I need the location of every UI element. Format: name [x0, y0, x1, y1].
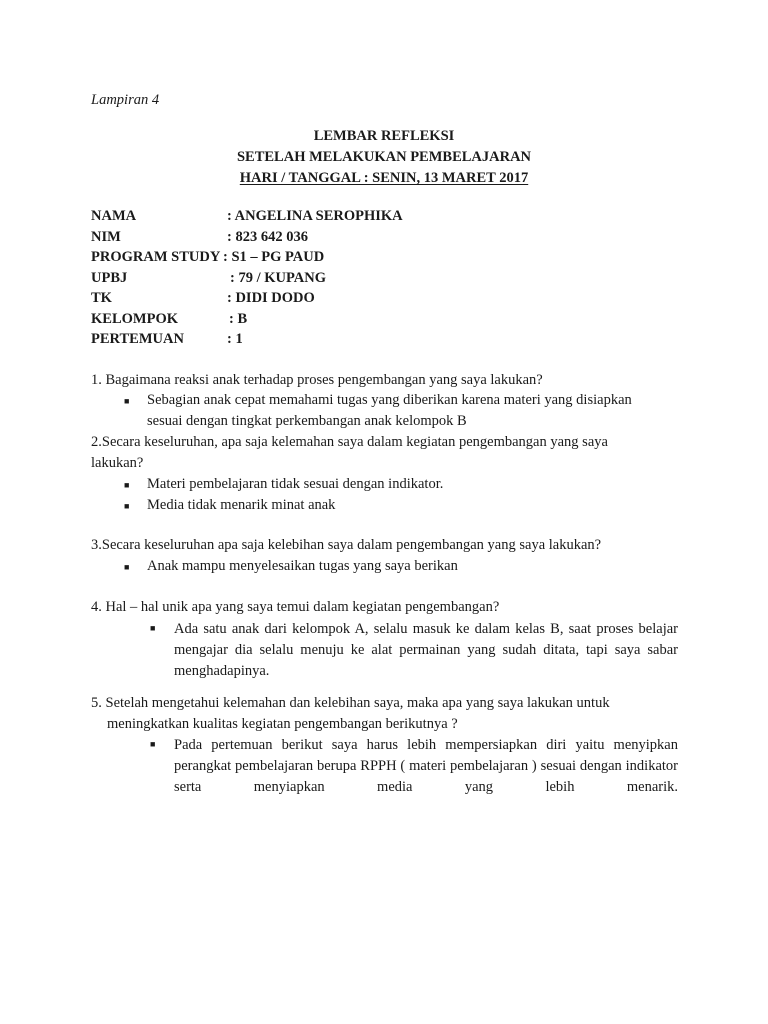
answer-3-item-1: Anak mampu menyelesaikan tugas yang saya berikan: [147, 558, 458, 574]
identity-label-kelompok: KELOMPOK: [91, 311, 178, 327]
doc-title: LEMBAR REFLEKSI: [313, 128, 455, 144]
answer-1-line-1: Sebagian anak cepat memahami tugas yang diberikan karena materi yang disiapkan: [147, 392, 632, 408]
bullet-icon: ■: [124, 562, 130, 572]
answer-2-item-1: Materi pembelajaran tidak sesuai dengan indikator.: [147, 476, 444, 492]
identity-value-nama: : ANGELINA SEROPHIKA: [227, 208, 403, 224]
identity-label-tk: TK: [91, 290, 112, 306]
doc-date: [0, 170, 768, 187]
identity-label-pertemuan: PERTEMUAN: [91, 331, 184, 347]
question-4: 4. Hal – hal unik apa yang saya temui dalam kegiatan pengembangan?: [91, 599, 500, 615]
identity-value-kelompok: : B: [229, 311, 248, 327]
doc-subtitle: SETELAH MELAKUKAN PEMBELAJARAN: [236, 149, 532, 165]
bullet-icon: ■: [124, 480, 130, 490]
bullet-icon: ■: [150, 739, 156, 749]
question-2-line-2: lakukan?: [91, 455, 144, 471]
annex-label: Lampiran 4: [91, 92, 160, 108]
answer-5-item-1: Pada pertemuan berikut saya harus lebih mempersiapkan diri yaitu menyipkan perangkat pembelajaran berupa RPPH ( materi pembelajaran ) sesuai dengan indikator serta menyiapkan media yang lebih menarik.: [174, 737, 678, 795]
identity-value-nim: : 823 642 036: [227, 229, 308, 245]
bullet-icon: ■: [150, 623, 156, 633]
bullet-icon: ■: [124, 501, 130, 511]
identity-label-program: PROGRAM STUDY: [91, 249, 221, 265]
question-1: 1. Bagaimana reaksi anak terhadap proses pengembangan yang saya lakukan?: [91, 372, 543, 388]
identity-label-upbj: UPBJ: [91, 270, 128, 286]
question-5-line-2: meningkatkan kualitas kegiatan pengembangan berikutnya ?: [107, 716, 458, 732]
identity-value-program: : S1 – PG PAUD: [223, 249, 325, 265]
answer-2-item-2: Media tidak menarik minat anak: [147, 497, 336, 513]
doc-date-text: HARI / TANGGAL : SENIN, 13 MARET 2017: [239, 170, 529, 186]
answer-1-line-2: sesuai dengan tingkat perkembangan anak kelompok B: [147, 413, 467, 429]
question-5-line-1: 5. Setelah mengetahui kelemahan dan kelebihan saya, maka apa yang saya lakukan untuk: [91, 695, 610, 711]
question-2-line-1: 2.Secara keseluruhan, apa saja kelemahan saya dalam kegiatan pengembangan yang saya: [91, 434, 608, 450]
question-3: 3.Secara keseluruhan apa saja kelebihan saya dalam pengembangan yang saya lakukan?: [91, 537, 602, 553]
identity-value-tk: : DIDI DODO: [227, 290, 315, 306]
identity-value-pertemuan: : 1: [227, 331, 243, 347]
identity-value-upbj: : 79 / KUPANG: [230, 270, 326, 286]
identity-label-nama: NAMA: [91, 208, 137, 224]
answer-4-item-1: Ada satu anak dari kelompok A, selalu masuk ke dalam kelas B, saat proses belajar mengajar dia selalu menuju ke alat permainan yang sudah ditata, tapi saya sabar menghadapinya.: [174, 621, 678, 679]
bullet-icon: ■: [124, 396, 130, 406]
identity-label-nim: NIM: [91, 229, 121, 245]
